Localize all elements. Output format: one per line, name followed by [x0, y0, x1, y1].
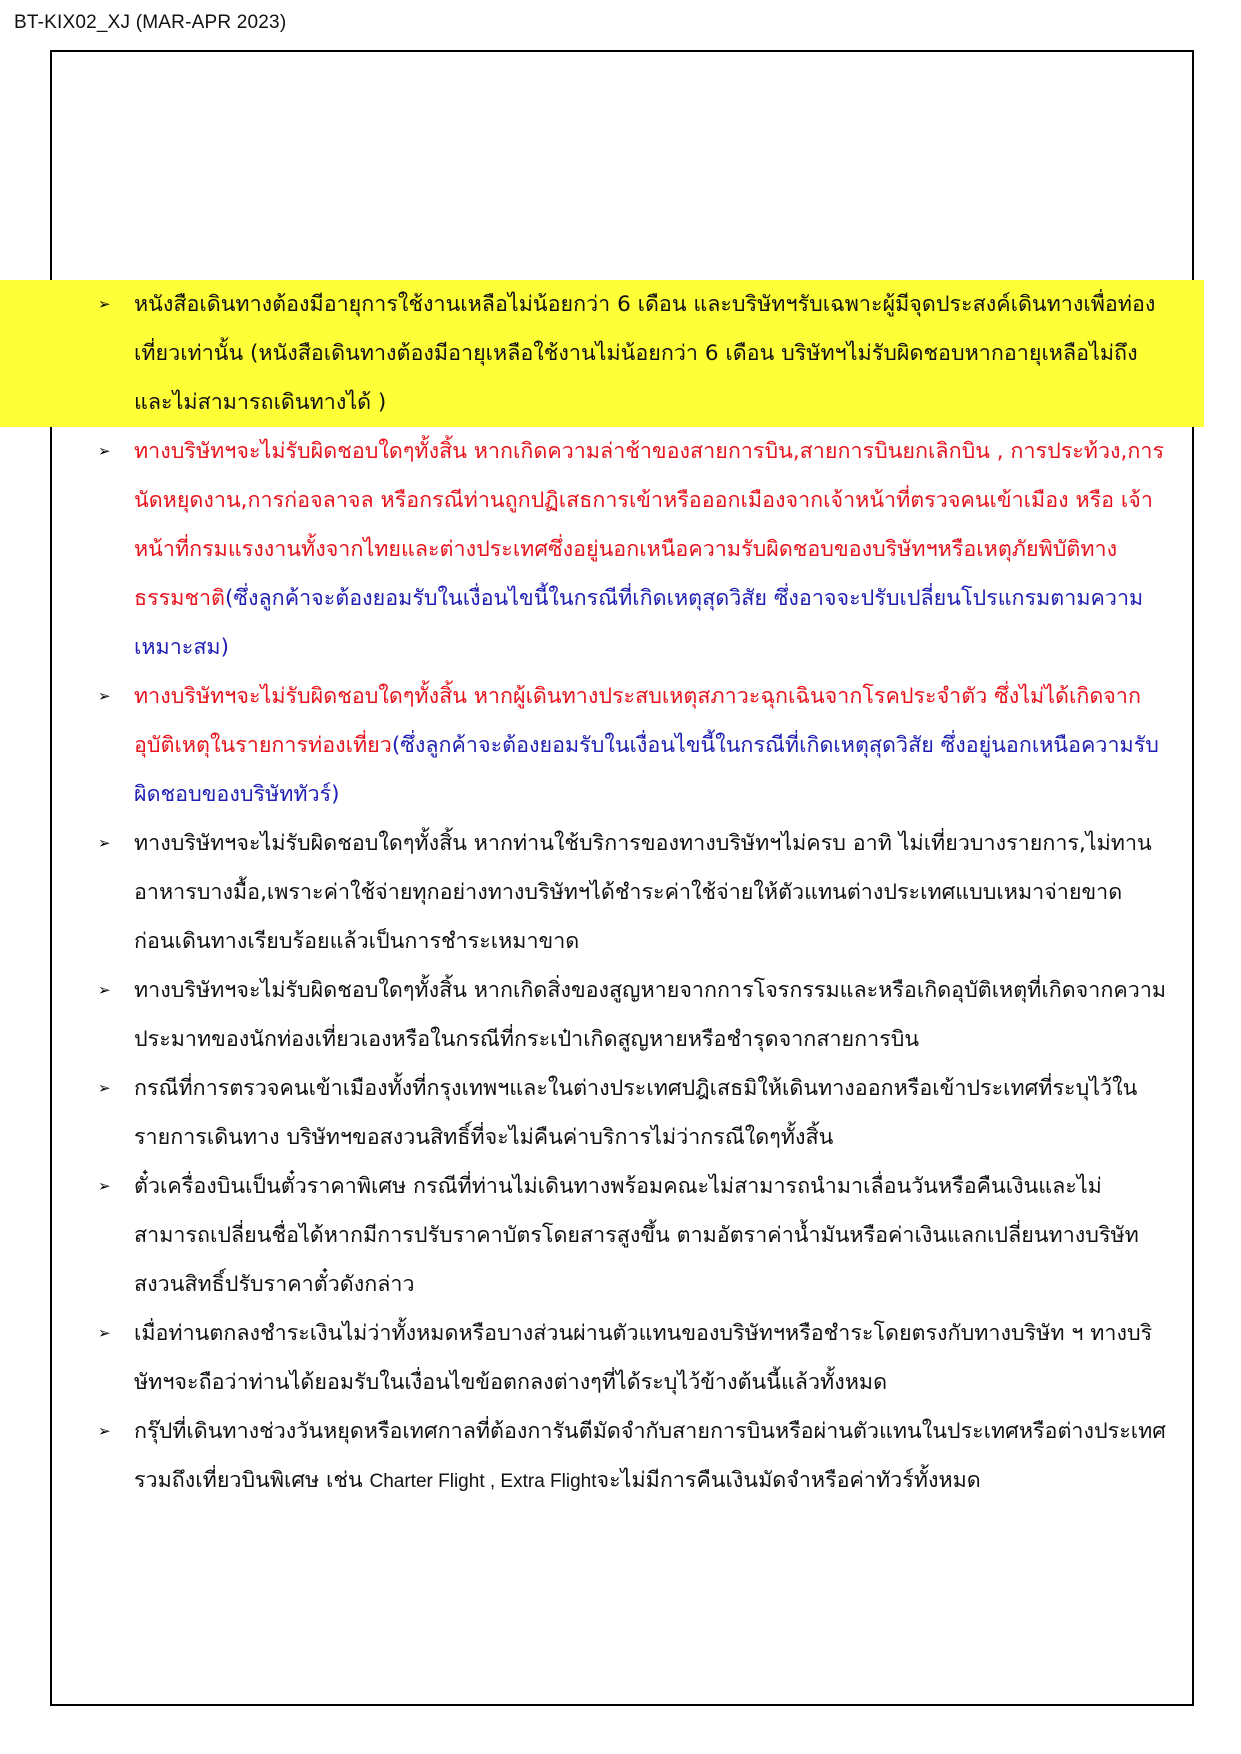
term-text: ทางบริษัทฯจะไม่รับผิดชอบใดๆทั้งสิ้น หากเกิดสิ่งของสูญหายจากการโจรกรรมและหรือเกิดอุบัติเหตุที่เกิดจากความประมาทของนักท่องเที่ยวเองหรือในกรณีที่กระเป๋าเกิดสูญหายหรือชำรุดจากสายการบิน	[134, 978, 1167, 1052]
arrow-bullet-icon: ➢	[98, 1324, 111, 1342]
term-text: จะไม่มีการคืนเงินมัดจำหรือค่าทัวร์ทั้งหมด	[596, 1468, 981, 1493]
term-text-latin: Charter Flight , Extra Flight	[369, 1471, 597, 1492]
term-passport-validity	[0, 280, 1204, 427]
term-text-blue: (ซึ่งลูกค้าจะต้องยอมรับในเงื่อนไขนี้ในกรณีที่เกิดเหตุสุดวิสัย ซึ่งอยู่นอกเหนือความรับผิดชอบของบริษัททัวร์)	[134, 733, 1159, 807]
term-text-red: ทางบริษัทฯจะไม่รับผิดชอบใดๆทั้งสิ้น หากผู้เดินทางประสบเหตุสภาวะฉุกเฉินจากโรคประจำตัว ซึ่งไม่ได้เกิดจากอุบัติเหตุในรายการท่องเที่ยว	[134, 684, 1141, 758]
term-text: หนังสือเดินทางต้องมีอายุการใช้งานเหลือไม่น้อยกว่า 6 เดือน และบริษัทฯรับเฉพาะผู้มีจุดประสงค์เดินทางเพื่อท่องเที่ยวเท่านั้น (หนังสือเดินทางต้องมีอายุเหลือใช้งานไม่น้อยกว่า 6 เดือน บริษัทฯไม่รับผิดชอบหากอายุเหลือไม่ถึงและไม่สามารถเดินทางได้ )	[134, 292, 1156, 415]
term-text-red: ทางบริษัทฯจะไม่รับผิดชอบใดๆทั้งสิ้น หากเกิดความล่าช้าของสายการบิน,สายการบินยกเลิกบิน , การประท้วง,การนัดหยุดงาน,การก่อจลาจล หรือกรณีท่านถูกปฏิเสธการเข้าหรือออกเมืองจากเจ้าหน้าที่ตรวจคนเข้าเมือง หรือ เจ้าหน้าที่กรมแรงงานทั้งจากไทยและต่างประเทศซึ่งอยู่นอกเหนือความรับผิดชอบของบริษัทฯหรือเหตุภัยพิบัติทางธรรมชาติ	[134, 439, 1165, 611]
term-special-fare-ticket	[88, 1162, 1168, 1309]
term-text: กรณีที่การตรวจคนเข้าเมืองทั้งที่กรุงเทพฯและในต่างประเทศปฎิเสธมิให้เดินทางออกหรือเข้าประเทศที่ระบุไว้ในรายการเดินทาง บริษัทฯขอสงวนสิทธิ์ที่จะไม่คืนค่าบริการไม่ว่ากรณีใดๆทั้งสิ้น	[134, 1076, 1138, 1150]
terms-list	[88, 280, 1168, 1506]
arrow-bullet-icon: ➢	[98, 687, 111, 705]
term-lost-belongings	[88, 966, 1168, 1064]
document-code: BT-KIX02_XJ (MAR-APR 2023)	[14, 12, 287, 33]
arrow-bullet-icon: ➢	[98, 295, 111, 313]
term-payment-acceptance	[88, 1309, 1168, 1407]
arrow-bullet-icon: ➢	[98, 1422, 111, 1440]
term-flight-delay-liability	[88, 427, 1168, 672]
arrow-bullet-icon: ➢	[98, 1177, 111, 1195]
arrow-bullet-icon: ➢	[98, 834, 111, 852]
arrow-bullet-icon: ➢	[98, 442, 111, 460]
arrow-bullet-icon: ➢	[98, 981, 111, 999]
arrow-bullet-icon: ➢	[98, 1079, 111, 1097]
term-immigration-refusal	[88, 1064, 1168, 1162]
term-text: เมื่อท่านตกลงชำระเงินไม่ว่าทั้งหมดหรือบางส่วนผ่านตัวแทนของบริษัทฯหรือชำระโดยตรงกับทางบริษัท ฯ ทางบริษัทฯจะถือว่าท่านได้ยอมรับในเงื่อนไขข้อตกลงต่างๆที่ได้ระบุไว้ข้างต้นนี้แล้วทั้งหมด	[134, 1321, 1153, 1395]
term-holiday-deposit	[88, 1407, 1168, 1506]
term-text: ทางบริษัทฯจะไม่รับผิดชอบใดๆทั้งสิ้น หากท่านใช้บริการของทางบริษัทฯไม่ครบ อาทิ ไม่เที่ยวบางรายการ,ไม่ทานอาหารบางมื้อ,เพราะค่าใช้จ่ายทุกอย่างทางบริษัทฯได้ชำระค่าใช้จ่ายให้ตัวแทนต่างประเทศแบบเหมาจ่ายขาด ก่อนเดินทางเรียบร้อยแล้วเป็นการชำระเหมาขาด	[134, 831, 1152, 954]
term-text: กรุ๊ปที่เดินทางช่วงวันหยุดหรือเทศกาลที่ต้องการันตีมัดจำกับสายการบินหรือผ่านตัวแทนในประเทศหรือต่างประเทศ รวมถึงเที่ยวบินพิเศษ เช่น	[134, 1419, 1166, 1493]
term-unused-services	[88, 819, 1168, 966]
term-text: ตั๋วเครื่องบินเป็นตั๋วราคาพิเศษ กรณีที่ท่านไม่เดินทางพร้อมคณะไม่สามารถนำมาเลื่อนวันหรือคืนเงินและไม่สามารถเปลี่ยนชื่อได้หากมีการปรับราคาบัตรโดยสารสูงขึ้น ตามอัตราค่าน้ำมันหรือค่าเงินแลกเปลี่ยนทางบริษัท สงวนสิทธิ์ปรับราคาตั๋วดังกล่าว	[134, 1174, 1139, 1297]
term-text-blue: (ซึ่งลูกค้าจะต้องยอมรับในเงื่อนไขนี้ในกรณีที่เกิดเหตุสุดวิสัย ซึ่งอาจจะปรับเปลี่ยนโปรแกรมตามความเหมาะสม)	[134, 586, 1144, 660]
term-medical-emergency	[88, 672, 1168, 819]
